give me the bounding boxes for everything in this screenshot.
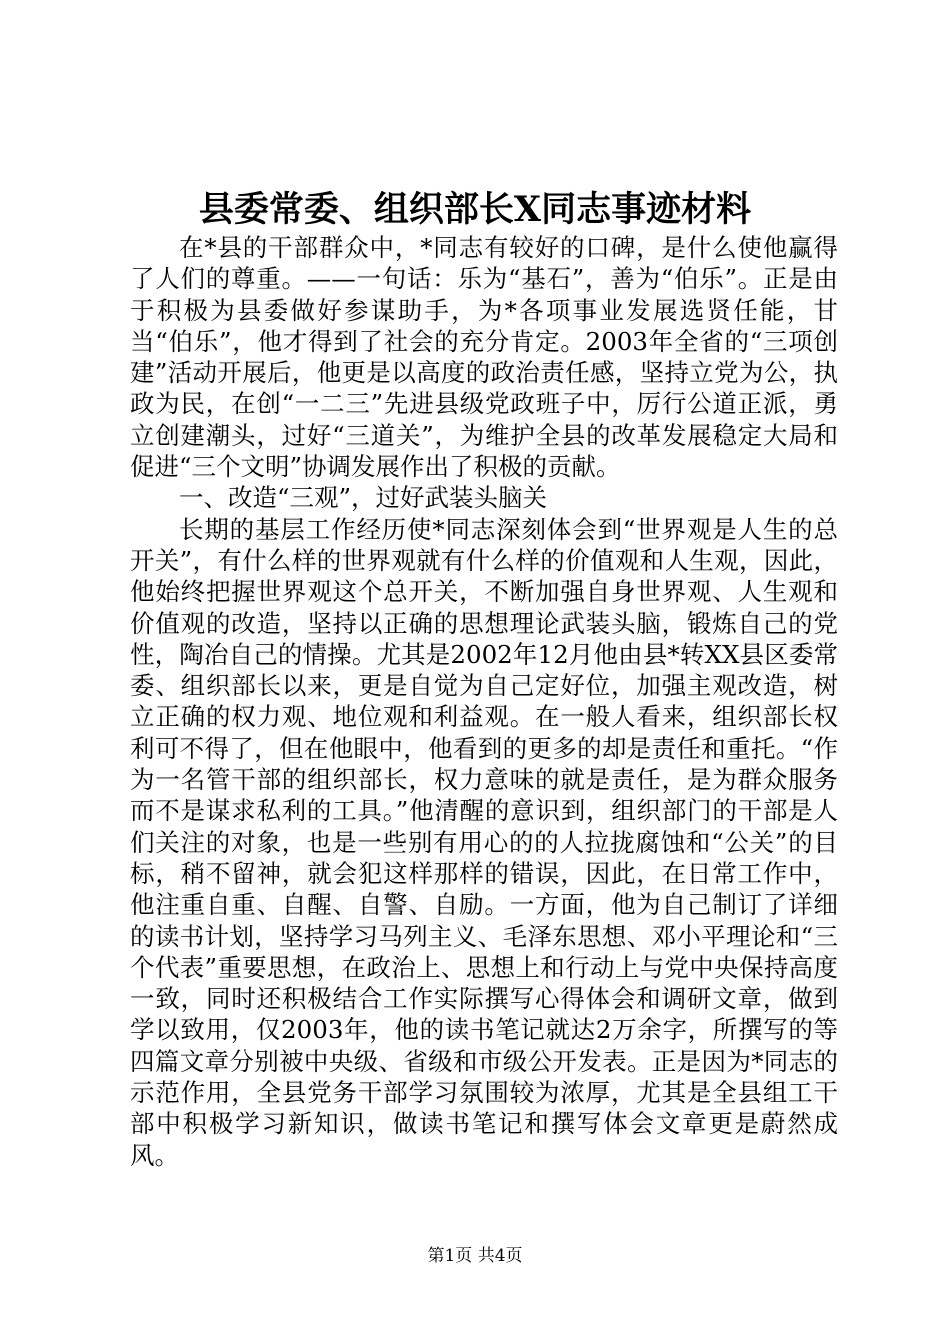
paragraph-intro: 在*县的干部群众中，*同志有较好的口碑，是什么使他赢得了人们的尊重。——一句话：乐为“基石”，善为“伯乐”。正是由于积极为县委做好参谋助手，为*各项事业发展选贤任能，甘当“伯乐”，他才得到了社会的充分肯定。2003年全省的“三项创建”活动开展后，他更是以高度的政治责任感，坚持立党为公，执政为民，在创“一二三”先进县级党政班子中，厉行公道正派，勇立创建潮头，过好“三道关”，为维护全县的改革发展稳定大局和促进“三个文明”协调发展作出了积极的贡献。 bbox=[130, 233, 838, 482]
document-title: 县委常委、组织部长X同志事迹材料 bbox=[198, 189, 752, 230]
document-body bbox=[130, 232, 838, 1171]
section-heading-1: 一、改造“三观”，过好武装头脑关 bbox=[179, 483, 548, 513]
paragraph-section-1: 长期的基层工作经历使*同志深刻体会到“世界观是人生的总开关”，有什么样的世界观就有什么样的价值观和人生观，因此，他始终把握世界观这个总开关，不断加强自身世界观、人生观和价值观的改造，坚持以正确的思想理论武装头脑，锻炼自己的党性，陶冶自己的情操。尤其是2002年12月他由县*转XX县区委常委、组织部长以来，更是自觉为自己定好位，加强主观改造，树立正确的权力观、地位观和利益观。在一般人看来，组织部长权利可不得了，但在他眼中，他看到的更多的却是责任和重托。“作为一名管干部的组织部长，权力意味的就是责任，是为群众服务而不是谋求私利的工具。”他清醒的意识到，组织部门的干部是人们关注的对象，也是一些别有用心的的人拉拢腐蚀和“公关”的目标，稍不留神，就会犯这样那样的错误，因此，在日常工作中，他注重自重、自醒、自警、自励。一方面，他为自己制订了详细的读书计划，坚持学习马列主义、毛泽东思想、邓小平理论和“三个代表”重要思想，在政治上、思想上和行动上与党中央保持高度一致，同时还积极结合工作实际撰写心得体会和调研文章，做到学以致用，仅2003年，他的读书笔记就达2万余字，所撰写的等四篇文章分别被中央级、省级和市级公开发表。正是因为*同志的示范作用，全县党务干部学习氛围较为浓厚，尤其是全县组工干部中积极学习新知识，做读书笔记和撰写体会文章更是蔚然成风。 bbox=[130, 514, 838, 1170]
page-number-footer: 第1页 共4页 bbox=[427, 1246, 523, 1266]
